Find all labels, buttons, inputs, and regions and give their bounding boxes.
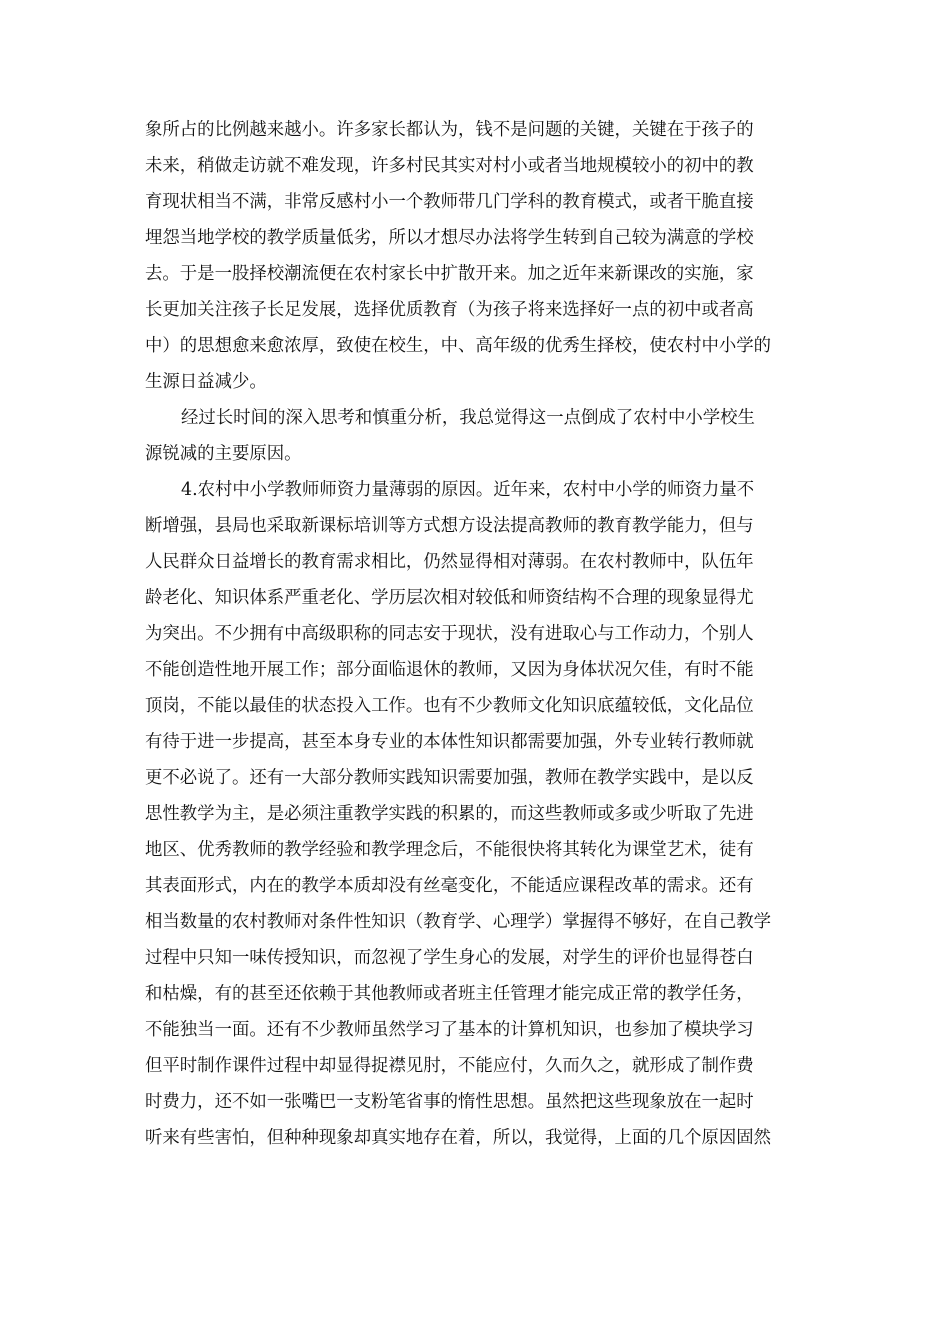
text-line: 埋怨当地学校的教学质量低劣，所以才想尽办法将学生转到自己较为满意的学校 [145,228,754,248]
text-line: 中）的思想愈来愈浓厚，致使在校生，中、高年级的优秀生择校，使农村中小学的 [145,336,772,356]
text-line: 源锐减的主要原因。 [145,444,302,464]
text-line: 生源日益减少。 [145,372,267,392]
text-line: 有待于进一步提高，甚至本身专业的本体性知识都需要加强，外专业转行教师就 [145,732,754,752]
text-line: 思性教学为主，是必须注重教学实践的积累的，而这些教师或多或少听取了先进 [145,804,754,824]
text-line: 其表面形式，内在的教学本质却没有丝毫变化，不能适应课程改革的需求。还有 [145,876,754,896]
text-line: 过程中只知一味传授知识，而忽视了学生身心的发展，对学生的评价也显得苍白 [145,948,754,968]
text-line: 象所占的比例越来越小。许多家长都认为，钱不是问题的关键，关键在于孩子的 [145,120,754,140]
paragraph-first-line: 4.农村中小学教师师资力量薄弱的原因。近年来，农村中小学的师资力量不 [181,480,755,500]
text-line: 顶岗，不能以最佳的状态投入工作。也有不少教师文化知识底蕴较低，文化品位 [145,696,754,716]
text-line: 时费力，还不如一张嘴巴一支粉笔省事的惰性思想。虽然把这些现象放在一起时 [145,1092,754,1112]
text-line: 长更加关注孩子长足发展，选择优质教育（为孩子将来选择好一点的初中或者高 [145,300,754,320]
text-line: 但平时制作课件过程中却显得捉襟见肘，不能应付，久而久之，就形成了制作费 [145,1056,754,1076]
text-line: 相当数量的农村教师对条件性知识（教育学、心理学）掌握得不够好，在自己教学 [145,912,772,932]
text-line: 育现状相当不满，非常反感村小一个教师带几门学科的教育模式，或者干脆直接 [145,192,754,212]
text-line: 和枯燥，有的甚至还依赖于其他教师或者班主任管理才能完成正常的教学任务， [145,984,754,1004]
text-line: 听来有些害怕，但种种现象却真实地存在着，所以，我觉得，上面的几个原因固然 [145,1128,772,1148]
text-line: 不能创造性地开展工作；部分面临退休的教师，又因为身体状况欠佳，有时不能 [145,660,754,680]
text-line: 龄老化、知识体系严重老化、学历层次相对较低和师资结构不合理的现象显得尤 [145,588,754,608]
text-line: 为突出。不少拥有中高级职称的同志安于现状，没有进取心与工作动力，个别人 [145,624,754,644]
text-line: 去。于是一股择校潮流便在农村家长中扩散开来。加之近年来新课改的实施，家 [145,264,754,284]
text-line: 人民群众日益增长的教育需求相比，仍然显得相对薄弱。在农村教师中，队伍年 [145,552,754,572]
text-line: 断增强，县局也采取新课标培训等方式想方设法提高教师的教育教学能力，但与 [145,516,754,536]
paragraph-first-line: 经过长时间的深入思考和慎重分析，我总觉得这一点倒成了农村中小学校生 [181,408,755,428]
text-line: 未来，稍做走访就不难发现，许多村民其实对村小或者当地规模较小的初中的教 [145,156,754,176]
text-line: 地区、优秀教师的教学经验和教学理念后，不能很快将其转化为课堂艺术，徒有 [145,840,754,860]
text-line: 不能独当一面。还有不少教师虽然学习了基本的计算机知识，也参加了模块学习 [145,1020,754,1040]
text-line: 更不必说了。还有一大部分教师实践知识需要加强，教师在教学实践中，是以反 [145,768,754,788]
